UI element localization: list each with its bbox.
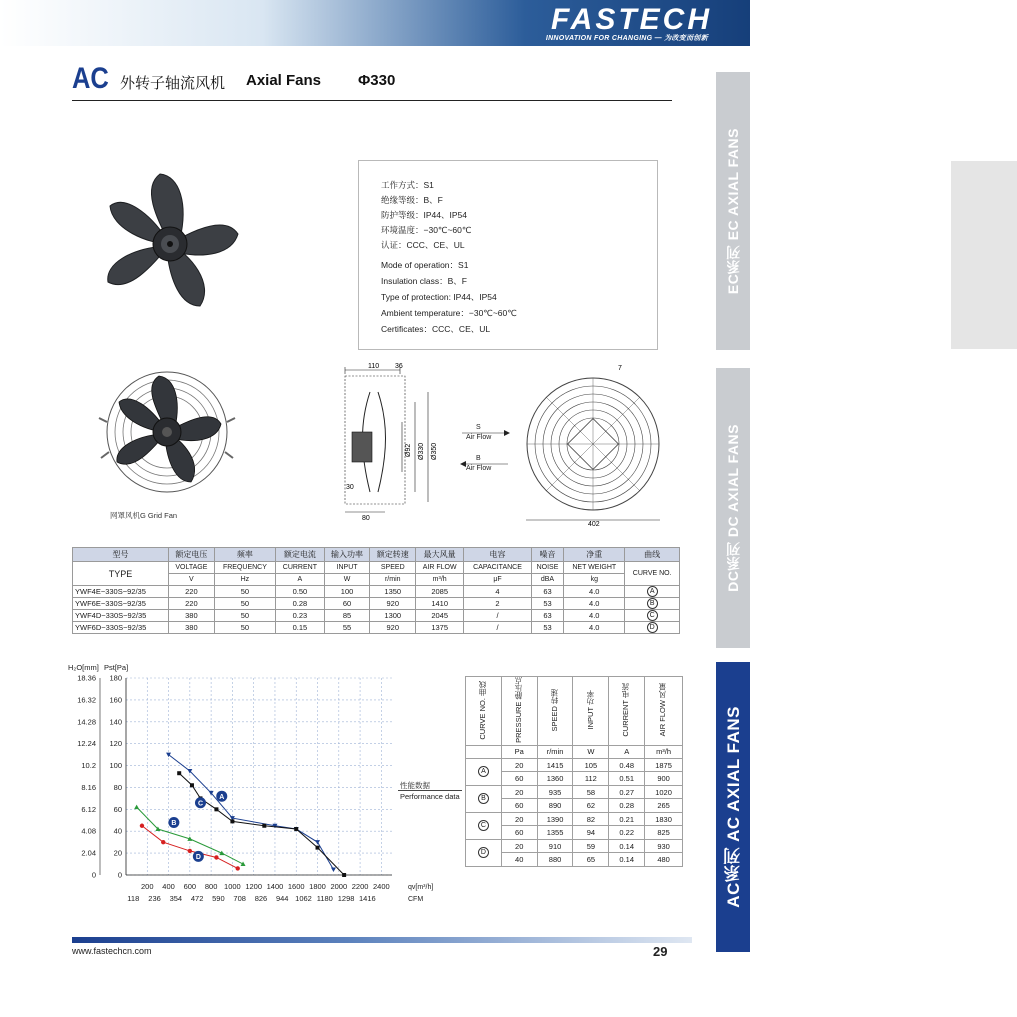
table-cell: 0.28 bbox=[276, 598, 325, 610]
perf-unit-pressure: Pa bbox=[501, 745, 537, 758]
perf-col-speed: SPEED 转速 bbox=[537, 677, 573, 746]
perf-cell: 265 bbox=[645, 799, 683, 813]
table-row bbox=[73, 586, 680, 598]
model-type-cell: YWF4E−330S−92/35 bbox=[73, 586, 169, 598]
col-noise-cn: 噪音 bbox=[531, 548, 563, 562]
spec-cn-insulation: 绝缘等级：B、F bbox=[381, 195, 443, 205]
dim-110: 110 bbox=[368, 363, 380, 370]
table-cell: 50 bbox=[214, 586, 275, 598]
x-axis-label-cfm: CFM bbox=[408, 896, 424, 903]
y-tick-label-pa: 20 bbox=[113, 848, 122, 858]
table-cell: 1350 bbox=[370, 586, 416, 598]
title-english: Axial Fans bbox=[246, 72, 322, 89]
perf-cell: 0.21 bbox=[609, 812, 645, 826]
table-cell: 220 bbox=[169, 598, 215, 610]
perf-cell: 890 bbox=[537, 799, 573, 813]
table-cell: 920 bbox=[370, 622, 416, 634]
x-tick-label-m3h: 1800 bbox=[309, 882, 326, 891]
model-type-cell: YWF6D−330S−92/35 bbox=[73, 622, 169, 634]
x-tick-label-m3h: 200 bbox=[141, 882, 154, 891]
data-point bbox=[214, 807, 218, 811]
x-tick-label-m3h: 400 bbox=[162, 882, 175, 891]
table-cell: 0.50 bbox=[276, 586, 325, 598]
data-point bbox=[331, 868, 336, 873]
perf-curve-cell bbox=[466, 839, 502, 866]
data-point bbox=[241, 862, 246, 867]
table-cell: 2 bbox=[464, 598, 532, 610]
x-tick-label-m3h: 2200 bbox=[351, 882, 369, 891]
y-tick-label-pa: 60 bbox=[113, 804, 122, 814]
performance-caption-line bbox=[398, 790, 462, 791]
x-tick-label-cfm: 826 bbox=[254, 894, 268, 903]
perf-cell: 480 bbox=[645, 853, 683, 867]
front-dimension-drawing bbox=[518, 362, 668, 527]
col-curve-cn: 曲线 bbox=[625, 548, 680, 562]
table-cell: 4 bbox=[464, 586, 532, 598]
x-tick-label-cfm: 590 bbox=[212, 894, 225, 903]
footer-bar bbox=[72, 937, 692, 943]
model-type-cell: YWF6E−330S−92/35 bbox=[73, 598, 169, 610]
y-tick-label-pa: 0 bbox=[117, 870, 122, 880]
col-voltage-cn: 额定电压 bbox=[169, 548, 215, 562]
perf-col-airflow: AIR FLOW 风量 bbox=[645, 677, 683, 746]
title-prefix: AC bbox=[72, 62, 109, 95]
y-tick-label-mm: 6.12 bbox=[81, 804, 96, 814]
data-point bbox=[315, 840, 320, 845]
perf-cell: 20 bbox=[501, 812, 537, 826]
y-tick-label-pa: 120 bbox=[109, 739, 122, 749]
x-tick-label-cfm: 1298 bbox=[337, 894, 355, 903]
title-chinese: 外转子轴流风机 bbox=[120, 75, 226, 92]
curve-badge: B bbox=[478, 793, 489, 804]
chart-labels bbox=[68, 663, 433, 903]
curve-label-text: C bbox=[197, 800, 204, 808]
dim-402: 402 bbox=[588, 521, 600, 528]
perf-cell: 0.51 bbox=[609, 772, 645, 786]
x-tick-label-cfm: 944 bbox=[275, 894, 289, 903]
curve-badge: D bbox=[478, 847, 489, 858]
table-cell: 920 bbox=[370, 598, 416, 610]
chart-series bbox=[134, 753, 346, 877]
dim-d350: Ø350 bbox=[431, 442, 438, 460]
table-cell: 2085 bbox=[416, 586, 464, 598]
perf-col-current: CURRENT 电流 bbox=[609, 677, 645, 746]
perf-col-curve: CURVE NO. 曲线 bbox=[466, 677, 502, 746]
title-divider bbox=[72, 100, 672, 101]
dim-80: 80 bbox=[362, 515, 370, 522]
dim-7: 7 bbox=[618, 365, 622, 372]
perf-cell: 82 bbox=[573, 812, 609, 826]
table-cell: 53 bbox=[531, 622, 563, 634]
perf-cell: 60 bbox=[501, 826, 537, 840]
unit-frequency: Hz bbox=[214, 574, 275, 586]
table-cell bbox=[625, 586, 680, 598]
y-tick-label-pa: 80 bbox=[113, 782, 122, 792]
x-tick-label-m3h: 2400 bbox=[373, 882, 390, 891]
perf-cell: 60 bbox=[501, 799, 537, 813]
unit-input: W bbox=[324, 574, 370, 586]
table-row bbox=[73, 598, 680, 610]
perf-cell: 112 bbox=[573, 772, 609, 786]
y-tick-label-mm: 10.2 bbox=[81, 761, 96, 771]
airflow-s-arrow bbox=[460, 428, 510, 438]
perf-unit-speed: r/min bbox=[537, 745, 573, 758]
y-tick-label-mm: 0 bbox=[91, 870, 96, 880]
y-tick-label-pa: 180 bbox=[109, 673, 122, 683]
x-tick-label-cfm: 708 bbox=[233, 894, 246, 903]
perf-cell: 0.14 bbox=[609, 839, 645, 853]
spec-cn-protection: 防护等级：IP44、IP54 bbox=[381, 210, 467, 220]
perf-cell: 0.28 bbox=[609, 799, 645, 813]
table-cell: 4.0 bbox=[564, 610, 625, 622]
dim-d330: Ø330 bbox=[418, 442, 425, 460]
perf-cell: 40 bbox=[501, 853, 537, 867]
x-tick-label-cfm: 472 bbox=[190, 894, 204, 903]
col-type-en: TYPE bbox=[73, 562, 169, 586]
perf-cell: 65 bbox=[573, 853, 609, 867]
airflow-b-label: B bbox=[476, 455, 481, 462]
performance-caption-cn: 性能数据 bbox=[400, 781, 430, 790]
unit-airflow: m³/h bbox=[416, 574, 464, 586]
y-tick-label-pa: 40 bbox=[113, 826, 122, 836]
model-type-cell: YWF4D−330S−92/35 bbox=[73, 610, 169, 622]
table-cell bbox=[625, 622, 680, 634]
y-tick-label-mm: 16.32 bbox=[77, 695, 96, 705]
perf-cell: 62 bbox=[573, 799, 609, 813]
perf-cell: 825 bbox=[645, 826, 683, 840]
spec-cn-temperature: 环境温度：−30℃~60℃ bbox=[381, 225, 472, 235]
col-frequency-en: FREQUENCY bbox=[214, 562, 275, 574]
perf-cell: 880 bbox=[537, 853, 573, 867]
chart-axes bbox=[100, 678, 392, 875]
y-tick-label-mm: 12.24 bbox=[77, 739, 96, 749]
perf-cell: 58 bbox=[573, 785, 609, 799]
unit-weight: kg bbox=[564, 574, 625, 586]
spec-en-protection: Type of protection: IP44、IP54 bbox=[381, 292, 497, 302]
dim-d92: Ø92 bbox=[405, 443, 412, 457]
table-cell: 4.0 bbox=[564, 622, 625, 634]
table-cell: 2045 bbox=[416, 610, 464, 622]
spec-box bbox=[358, 160, 658, 350]
perf-cell: 0.27 bbox=[609, 785, 645, 799]
table-cell: 380 bbox=[169, 610, 215, 622]
perf-row bbox=[466, 839, 683, 853]
table-cell: / bbox=[464, 610, 532, 622]
perf-unit-airflow: m³/h bbox=[645, 745, 683, 758]
tab-dc-axial-fans[interactable]: DC系列 DC AXIAL FANS bbox=[716, 368, 750, 648]
table-cell: 55 bbox=[324, 622, 370, 634]
table-cell: 100 bbox=[324, 586, 370, 598]
perf-curve-cell bbox=[466, 758, 502, 785]
col-speed-cn: 额定转速 bbox=[370, 548, 416, 562]
curve-badge: A bbox=[478, 766, 489, 777]
perf-col-pressure: PRESSURE 静压点 bbox=[501, 677, 537, 746]
perf-cell: 0.14 bbox=[609, 853, 645, 867]
table-cell: 0.23 bbox=[276, 610, 325, 622]
x-axis-label-m3h: qv[m³/h] bbox=[408, 884, 434, 891]
x-tick-label-cfm: 1062 bbox=[295, 894, 312, 903]
perf-cell: 1390 bbox=[537, 812, 573, 826]
table-cell bbox=[625, 598, 680, 610]
perf-cell: 20 bbox=[501, 758, 537, 772]
x-tick-label-cfm: 1416 bbox=[359, 894, 376, 903]
table-row bbox=[73, 622, 680, 634]
perf-cell: 1830 bbox=[645, 812, 683, 826]
spec-cn-certificates: 认证：CCC、CE、UL bbox=[381, 240, 465, 250]
curve-badge: A bbox=[647, 586, 658, 597]
perf-cell: 0.48 bbox=[609, 758, 645, 772]
col-airflow-cn: 最大风量 bbox=[416, 548, 464, 562]
table-cell: 50 bbox=[214, 622, 275, 634]
data-point bbox=[188, 849, 192, 853]
unit-voltage: V bbox=[169, 574, 215, 586]
airflow-b-arrow bbox=[460, 459, 510, 469]
data-point bbox=[342, 873, 346, 877]
table-cell: 53 bbox=[531, 598, 563, 610]
x-tick-label-m3h: 1000 bbox=[224, 882, 241, 891]
table-cell: 60 bbox=[324, 598, 370, 610]
y-tick-label-mm: 14.28 bbox=[77, 717, 96, 727]
spec-cn-mode: 工作方式：S1 bbox=[381, 180, 434, 190]
airflow-b-text: Air Flow bbox=[466, 465, 492, 472]
data-point bbox=[236, 866, 240, 870]
data-point bbox=[190, 783, 194, 787]
curve-badge: B bbox=[647, 598, 658, 609]
y-tick-label-mm: 2.04 bbox=[81, 848, 96, 858]
x-tick-label-cfm: 1180 bbox=[316, 894, 333, 903]
grid-fan-caption: 网罩风机G Grid Fan bbox=[110, 511, 178, 520]
perf-cell: 59 bbox=[573, 839, 609, 853]
tab-ec-axial-fans[interactable]: EC系列 EC AXIAL FANS bbox=[716, 72, 750, 350]
y-axis-label-pa: Pst[Pa] bbox=[104, 663, 129, 672]
spec-en-insulation: Insulation class：B、F bbox=[381, 276, 467, 286]
col-weight-en: NET WEIGHT bbox=[564, 562, 625, 574]
spec-en-mode: Mode of operation：S1 bbox=[381, 260, 469, 270]
data-point bbox=[161, 840, 165, 844]
x-tick-label-m3h: 800 bbox=[204, 882, 218, 891]
perf-row bbox=[466, 785, 683, 799]
perf-cell: 20 bbox=[501, 785, 537, 799]
col-weight-cn: 净重 bbox=[564, 548, 625, 562]
spec-box-accent bbox=[951, 161, 1017, 349]
dim-30: 30 bbox=[346, 484, 354, 491]
data-point bbox=[316, 846, 320, 850]
grid-fan-photo bbox=[95, 370, 245, 500]
table-cell: / bbox=[464, 622, 532, 634]
data-point bbox=[262, 824, 266, 828]
y-axis-label-mm: H₂O[mm] bbox=[68, 663, 99, 672]
col-capacitance-cn: 电容 bbox=[464, 548, 532, 562]
curve-badge: C bbox=[647, 610, 658, 621]
x-tick-label-m3h: 2000 bbox=[330, 882, 348, 891]
table-cell: 0.15 bbox=[276, 622, 325, 634]
table-cell: 1375 bbox=[416, 622, 464, 634]
model-spec-table bbox=[72, 547, 680, 634]
perf-cell: 0.22 bbox=[609, 826, 645, 840]
performance-data-table bbox=[465, 676, 683, 867]
table-cell: 50 bbox=[214, 610, 275, 622]
perf-unit-input: W bbox=[573, 745, 609, 758]
col-input-cn: 输入功率 bbox=[324, 548, 370, 562]
x-tick-label-m3h: 1400 bbox=[266, 882, 284, 891]
airflow-s-label: S bbox=[476, 424, 481, 431]
data-point bbox=[294, 827, 298, 831]
perf-cell: 1875 bbox=[645, 758, 683, 772]
table-row bbox=[73, 610, 680, 622]
perf-cell: 1360 bbox=[537, 772, 573, 786]
x-tick-label-cfm: 236 bbox=[148, 894, 161, 903]
curve-label-text: D bbox=[195, 853, 201, 861]
table-cell: 1410 bbox=[416, 598, 464, 610]
data-point bbox=[140, 824, 144, 828]
x-tick-label-m3h: 1600 bbox=[287, 882, 305, 891]
x-tick-label-cfm: 354 bbox=[169, 894, 183, 903]
table-cell: 220 bbox=[169, 586, 215, 598]
curve-label-text: B bbox=[171, 820, 177, 828]
series-line-C bbox=[179, 773, 344, 875]
footer-website-link[interactable]: www.fastechcn.com bbox=[72, 946, 152, 956]
perf-cell: 20 bbox=[501, 839, 537, 853]
col-type-cn: 型号 bbox=[73, 548, 169, 562]
table-cell: 50 bbox=[214, 598, 275, 610]
data-point bbox=[214, 855, 218, 859]
perf-curve-cell bbox=[466, 785, 502, 812]
perf-cell: 94 bbox=[573, 826, 609, 840]
fan-photo bbox=[100, 172, 240, 312]
data-point bbox=[177, 771, 181, 775]
curve-badge: D bbox=[647, 622, 658, 633]
perf-curve-cell bbox=[466, 812, 502, 839]
col-current-en: CURRENT bbox=[276, 562, 325, 574]
col-capacitance-en: CAPACITANCE bbox=[464, 562, 532, 574]
y-tick-label-pa: 100 bbox=[109, 761, 122, 771]
col-input-en: INPUT bbox=[324, 562, 370, 574]
perf-cell: 910 bbox=[537, 839, 573, 853]
table-cell bbox=[625, 610, 680, 622]
table-cell: 380 bbox=[169, 622, 215, 634]
perf-row bbox=[466, 758, 683, 772]
performance-caption-en: Performance data bbox=[400, 792, 460, 801]
col-curve-en: CURVE NO. bbox=[625, 562, 680, 586]
table-cell: 85 bbox=[324, 610, 370, 622]
perf-cell: 60 bbox=[501, 772, 537, 786]
y-tick-label-mm: 18.36 bbox=[77, 673, 96, 683]
curve-badge: C bbox=[478, 820, 489, 831]
perf-cell: 1355 bbox=[537, 826, 573, 840]
perf-cell: 935 bbox=[537, 785, 573, 799]
table-cell: 63 bbox=[531, 610, 563, 622]
col-noise-en: NOISE bbox=[531, 562, 563, 574]
perf-unit-current: A bbox=[609, 745, 645, 758]
perf-row bbox=[466, 812, 683, 826]
y-tick-label-pa: 140 bbox=[109, 717, 122, 727]
side-dimension-drawing bbox=[340, 362, 450, 522]
perf-cell: 1415 bbox=[537, 758, 573, 772]
tab-ac-axial-fans[interactable]: AC系列 AC AXIAL FANS bbox=[716, 662, 750, 952]
unit-current: A bbox=[276, 574, 325, 586]
col-frequency-cn: 频率 bbox=[214, 548, 275, 562]
brand-slogan: INNOVATION FOR CHANGING — 为改变而创新 bbox=[545, 35, 708, 42]
x-tick-label-cfm: 118 bbox=[127, 894, 140, 903]
x-tick-label-m3h: 1200 bbox=[245, 882, 263, 891]
airflow-s-text: Air Flow bbox=[466, 434, 492, 441]
spec-en-certificates: Certificates：CCC、CE、UL bbox=[381, 324, 491, 334]
col-voltage-en: VOLTAGE bbox=[169, 562, 215, 574]
data-point bbox=[230, 819, 234, 823]
perf-cell: 105 bbox=[573, 758, 609, 772]
y-tick-label-mm: 4.08 bbox=[81, 826, 96, 836]
perf-cell: 900 bbox=[645, 772, 683, 786]
table-cell: 1300 bbox=[370, 610, 416, 622]
curve-label-text: A bbox=[219, 793, 225, 801]
unit-capacitance: μF bbox=[464, 574, 532, 586]
x-tick-label-m3h: 600 bbox=[183, 882, 197, 891]
col-airflow-en: AIR FLOW bbox=[416, 562, 464, 574]
perf-cell: 1020 bbox=[645, 785, 683, 799]
perf-unit-curve bbox=[466, 745, 502, 758]
y-tick-label-mm: 8.16 bbox=[81, 782, 96, 792]
col-speed-en: SPEED bbox=[370, 562, 416, 574]
brand-logo: FASTECH bbox=[550, 3, 712, 36]
y-tick-label-pa: 160 bbox=[109, 695, 122, 705]
table-cell: 63 bbox=[531, 586, 563, 598]
perf-col-input: INPUT 功率 bbox=[573, 677, 609, 746]
chart-grid bbox=[126, 678, 392, 875]
page-number: 29 bbox=[653, 944, 668, 959]
col-current-cn: 额定电流 bbox=[276, 548, 325, 562]
unit-speed: r/min bbox=[370, 574, 416, 586]
unit-noise: dBA bbox=[531, 574, 563, 586]
data-point bbox=[134, 805, 139, 810]
dim-36: 36 bbox=[395, 363, 403, 370]
spec-en-temperature: Ambient temperature：−30℃~60℃ bbox=[381, 308, 517, 318]
perf-cell: 930 bbox=[645, 839, 683, 853]
table-cell: 4.0 bbox=[564, 598, 625, 610]
table-cell: 4.0 bbox=[564, 586, 625, 598]
title-diameter: Φ330 bbox=[358, 72, 396, 89]
